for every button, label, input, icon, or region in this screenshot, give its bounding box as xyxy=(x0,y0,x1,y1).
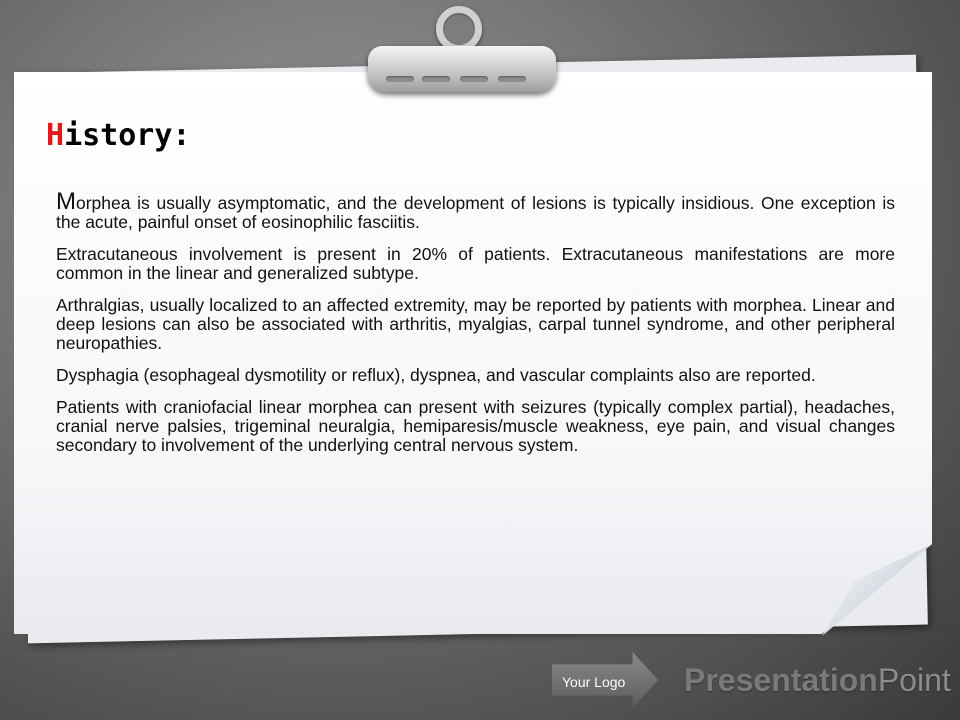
paragraph-text: Dysphagia (esophageal dysmotility or reflux), dyspnea, and vascular complaints also are reported. xyxy=(56,365,816,385)
paragraph xyxy=(56,188,895,232)
paragraph xyxy=(56,296,895,353)
paragraph-text: Extracutaneous involvement is present in 20% of patients. Extracutaneous manifestations are more common in the linear and generalized subtype. xyxy=(56,244,895,283)
paragraph xyxy=(56,398,895,455)
paragraph xyxy=(56,245,895,283)
paper-clip-icon xyxy=(368,46,556,92)
paragraph xyxy=(56,366,895,385)
clip-slot xyxy=(422,76,450,82)
paragraph-text: Patients with craniofacial linear morphea can present with seizures (typically complex partial), headaches, cranial nerve palsies, trigeminal neuralgia, hemiparesis/muscle weakness, eye pain, and visual changes secondary to involvement of the underlying central nervous system. xyxy=(56,397,895,455)
brand-bold: Presentation xyxy=(684,662,878,698)
clip-slot xyxy=(498,76,526,82)
dropcap-letter: M xyxy=(56,188,76,215)
paragraph-text: orphea is usually asymptomatic, and the development of lesions is typically insidious. One exception is the acute, painful onset of eosinophilic fasciitis. xyxy=(56,193,895,232)
paragraph-text: Arthralgias, usually localized to an affected extremity, may be reported by patients with morphea. Linear and deep lesions can also be associated with arthritis, myalgias, carpal tunnel syndrome, and other peripheral neuropathies. xyxy=(56,295,895,353)
brand-regular: Point xyxy=(877,662,951,698)
title-rest: istory: xyxy=(64,118,191,153)
slide-body xyxy=(56,188,895,468)
brand-wordmark xyxy=(684,662,951,699)
clip-slot xyxy=(386,76,414,82)
logo-label: Your Logo xyxy=(562,674,626,690)
title-first-letter: H xyxy=(46,118,65,153)
slide-title xyxy=(46,118,191,153)
clip-slot xyxy=(460,76,488,82)
